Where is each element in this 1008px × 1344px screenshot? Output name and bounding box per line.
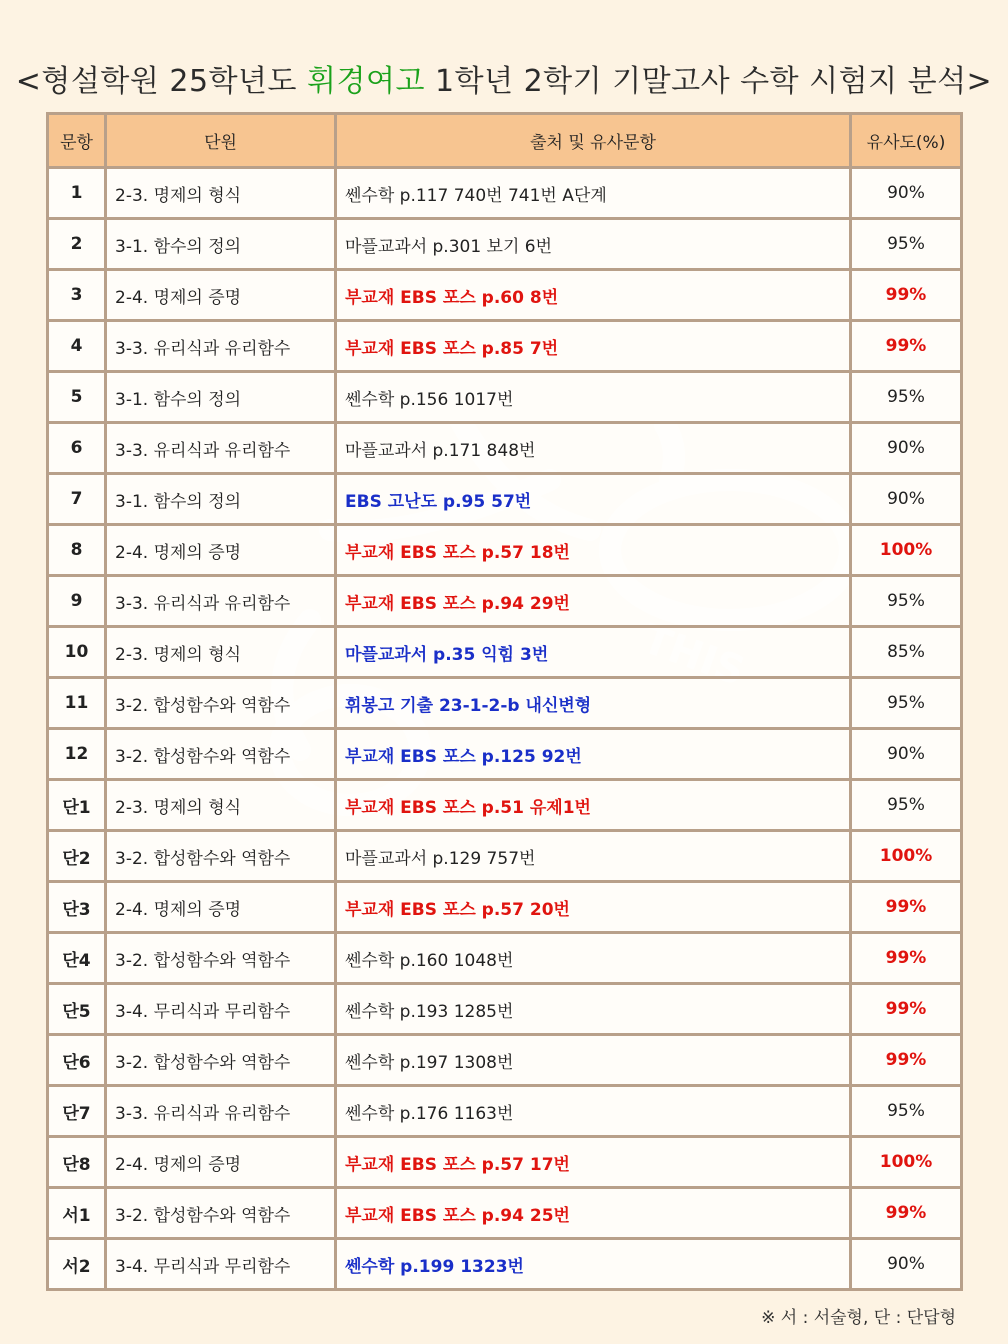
cell-similarity [851, 780, 962, 831]
cell-question-no-text: 12 [64, 744, 89, 764]
cell-question-no [48, 882, 106, 933]
table-row [48, 372, 962, 423]
cell-question-no-text: 단1 [62, 797, 91, 818]
table-row [48, 678, 962, 729]
cell-similarity-text: 99% [885, 948, 927, 968]
cell-question-no [48, 780, 106, 831]
cell-similarity [851, 525, 962, 576]
cell-similarity [851, 1239, 962, 1290]
cell-source-text: 마플교과서 p.171 848번 [345, 440, 536, 461]
cell-question-no [48, 627, 106, 678]
cell-source [336, 882, 851, 933]
cell-unit-text: 2-4. 명제의 증명 [115, 542, 242, 563]
cell-question-no-text: 서1 [62, 1205, 91, 1226]
cell-unit [106, 729, 336, 780]
page-title [0, 56, 1008, 100]
cell-unit [106, 474, 336, 525]
cell-unit [106, 372, 336, 423]
table-row [48, 576, 962, 627]
cell-source-text: 부교재 EBS 포스 p.57 18번 [345, 542, 570, 563]
cell-similarity-text: 90% [887, 438, 925, 458]
cell-similarity-text: 90% [887, 1254, 925, 1274]
table-row [48, 780, 962, 831]
cell-source [336, 372, 851, 423]
cell-question-no-text: 단2 [62, 848, 91, 869]
cell-source-text: EBS 고난도 p.95 57번 [345, 491, 532, 512]
cell-unit-text: 3-3. 유리식과 유리함수 [115, 338, 291, 359]
cell-unit-text: 2-3. 명제의 형식 [115, 185, 242, 206]
cell-similarity [851, 270, 962, 321]
cell-question-no [48, 1239, 106, 1290]
table-row [48, 525, 962, 576]
cell-source [336, 831, 851, 882]
cell-similarity [851, 1086, 962, 1137]
cell-question-no-text: 10 [64, 642, 89, 662]
cell-unit-text: 3-4. 무리식과 무리함수 [115, 1001, 291, 1022]
cell-question-no-text: 5 [70, 387, 83, 407]
table-row [48, 882, 962, 933]
cell-unit-text: 3-4. 무리식과 무리함수 [115, 1256, 291, 1277]
cell-unit [106, 1086, 336, 1137]
cell-question-no [48, 678, 106, 729]
cell-question-no [48, 474, 106, 525]
cell-question-no-text: 단8 [62, 1154, 91, 1175]
cell-question-no [48, 1137, 106, 1188]
cell-unit-text: 2-3. 명제의 형식 [115, 797, 242, 818]
cell-source [336, 576, 851, 627]
cell-source-text: 쎈수학 p.193 1285번 [345, 1001, 514, 1022]
footnote: ※ 서 : 서술형, 단 : 단답형 [761, 1308, 956, 1328]
cell-similarity-text: 95% [887, 795, 925, 815]
cell-unit [106, 270, 336, 321]
cell-question-no [48, 372, 106, 423]
title-school: 휘경여고 [307, 64, 425, 99]
analysis-table [46, 112, 963, 1291]
cell-unit [106, 1137, 336, 1188]
cell-source-text: 쎈수학 p.176 1163번 [345, 1103, 514, 1124]
table-row [48, 219, 962, 270]
cell-similarity-text: 99% [885, 336, 927, 356]
table-row [48, 933, 962, 984]
cell-question-no-text: 3 [70, 285, 83, 305]
cell-question-no [48, 576, 106, 627]
cell-question-no-text: 8 [70, 540, 83, 560]
table-header-row [48, 114, 962, 168]
cell-unit-text: 3-3. 유리식과 유리함수 [115, 1103, 291, 1124]
cell-similarity-text: 100% [879, 1152, 933, 1172]
cell-question-no [48, 831, 106, 882]
cell-similarity-text: 99% [885, 1050, 927, 1070]
cell-similarity [851, 1137, 962, 1188]
cell-question-no-text: 단3 [62, 899, 91, 920]
cell-unit [106, 423, 336, 474]
cell-unit [106, 933, 336, 984]
table-row [48, 1086, 962, 1137]
table-row [48, 474, 962, 525]
cell-question-no-text: 단4 [62, 950, 91, 971]
cell-question-no [48, 423, 106, 474]
cell-similarity-text: 95% [887, 387, 925, 407]
table-row [48, 831, 962, 882]
cell-question-no [48, 321, 106, 372]
cell-unit-text: 3-1. 함수의 정의 [115, 236, 242, 257]
cell-source [336, 321, 851, 372]
cell-question-no [48, 219, 106, 270]
cell-similarity [851, 1188, 962, 1239]
cell-unit-text: 3-2. 합성함수와 역함수 [115, 1052, 291, 1073]
cell-similarity [851, 627, 962, 678]
cell-question-no [48, 729, 106, 780]
cell-similarity-text: 90% [887, 183, 925, 203]
cell-source-text: 부교재 EBS 포스 p.85 7번 [345, 338, 559, 359]
table-row [48, 423, 962, 474]
cell-source-text: 부교재 EBS 포스 p.125 92번 [345, 746, 582, 767]
cell-unit [106, 1188, 336, 1239]
table-row [48, 168, 962, 219]
cell-similarity-text: 90% [887, 744, 925, 764]
cell-unit-text: 2-3. 명제의 형식 [115, 644, 242, 665]
cell-question-no-text: 단5 [62, 1001, 91, 1022]
cell-similarity-text: 100% [879, 846, 933, 866]
title-suffix: 1학년 2학기 기말고사 수학 시험지 분석> [424, 64, 993, 99]
table-row [48, 1188, 962, 1239]
cell-unit [106, 831, 336, 882]
cell-unit-text: 3-2. 합성함수와 역함수 [115, 695, 291, 716]
cell-similarity-text: 90% [887, 489, 925, 509]
cell-question-no-text: 단7 [62, 1103, 91, 1124]
cell-question-no [48, 1086, 106, 1137]
cell-similarity-text: 95% [887, 234, 925, 254]
header-source: 출처 및 유사문항 [336, 114, 851, 168]
cell-unit [106, 627, 336, 678]
cell-unit-text: 3-1. 함수의 정의 [115, 491, 242, 512]
cell-source-text: 마플교과서 p.129 757번 [345, 848, 536, 869]
cell-source-text: 부교재 EBS 포스 p.57 20번 [345, 899, 570, 920]
cell-question-no [48, 933, 106, 984]
table-row [48, 1035, 962, 1086]
cell-similarity [851, 321, 962, 372]
cell-unit [106, 576, 336, 627]
cell-unit [106, 219, 336, 270]
cell-unit [106, 882, 336, 933]
cell-question-no [48, 168, 106, 219]
cell-similarity [851, 882, 962, 933]
cell-similarity [851, 678, 962, 729]
cell-unit [106, 984, 336, 1035]
cell-source-text: 쎈수학 p.199 1323번 [345, 1256, 524, 1277]
cell-unit [106, 525, 336, 576]
cell-question-no [48, 270, 106, 321]
cell-unit [106, 1239, 336, 1290]
cell-source-text: 부교재 EBS 포스 p.94 29번 [345, 593, 570, 614]
cell-source [336, 1035, 851, 1086]
cell-question-no [48, 984, 106, 1035]
cell-similarity [851, 219, 962, 270]
table-row [48, 321, 962, 372]
cell-question-no [48, 1188, 106, 1239]
cell-unit-text: 3-3. 유리식과 유리함수 [115, 440, 291, 461]
cell-source [336, 168, 851, 219]
cell-similarity-text: 95% [887, 1101, 925, 1121]
cell-similarity [851, 933, 962, 984]
cell-source-text: 쎈수학 p.156 1017번 [345, 389, 514, 410]
cell-similarity [851, 831, 962, 882]
cell-question-no-text: 11 [64, 693, 89, 713]
cell-source-text: 부교재 EBS 포스 p.51 유제1번 [345, 797, 591, 818]
cell-similarity [851, 372, 962, 423]
cell-source [336, 729, 851, 780]
cell-similarity [851, 729, 962, 780]
cell-source [336, 627, 851, 678]
cell-unit [106, 780, 336, 831]
cell-source [336, 984, 851, 1035]
cell-source-text: 부교재 EBS 포스 p.60 8번 [345, 287, 559, 308]
cell-similarity [851, 576, 962, 627]
cell-unit-text: 2-4. 명제의 증명 [115, 287, 242, 308]
cell-question-no-text: 1 [70, 183, 83, 203]
cell-similarity-text: 95% [887, 693, 925, 713]
cell-unit-text: 3-3. 유리식과 유리함수 [115, 593, 291, 614]
cell-question-no [48, 1035, 106, 1086]
cell-similarity-text: 95% [887, 591, 925, 611]
cell-source [336, 780, 851, 831]
cell-question-no-text: 4 [70, 336, 83, 356]
header-question-no: 문항 [48, 114, 106, 168]
table-row [48, 627, 962, 678]
cell-unit-text: 3-2. 합성함수와 역함수 [115, 950, 291, 971]
cell-similarity [851, 474, 962, 525]
cell-similarity-text: 85% [887, 642, 925, 662]
cell-question-no-text: 9 [70, 591, 83, 611]
cell-unit [106, 168, 336, 219]
cell-question-no-text: 서2 [62, 1256, 91, 1277]
cell-source [336, 1239, 851, 1290]
cell-unit-text: 3-2. 합성함수와 역함수 [115, 746, 291, 767]
table-row [48, 1137, 962, 1188]
cell-source [336, 1137, 851, 1188]
cell-unit-text: 2-4. 명제의 증명 [115, 1154, 242, 1175]
table-row [48, 270, 962, 321]
cell-source [336, 219, 851, 270]
cell-question-no-text: 2 [70, 234, 83, 254]
table-row [48, 984, 962, 1035]
cell-source [336, 474, 851, 525]
cell-unit [106, 1035, 336, 1086]
table-row [48, 1239, 962, 1290]
cell-unit [106, 678, 336, 729]
cell-similarity [851, 168, 962, 219]
cell-source-text: 부교재 EBS 포스 p.57 17번 [345, 1154, 570, 1175]
cell-source-text: 마플교과서 p.35 익힘 3번 [345, 644, 549, 665]
cell-source [336, 423, 851, 474]
table-row [48, 729, 962, 780]
cell-source-text: 마플교과서 p.301 보기 6번 [345, 236, 553, 257]
cell-unit-text: 2-4. 명제의 증명 [115, 899, 242, 920]
cell-question-no [48, 525, 106, 576]
cell-question-no-text: 7 [70, 489, 83, 509]
cell-similarity-text: 99% [885, 285, 927, 305]
cell-similarity [851, 1035, 962, 1086]
cell-source-text: 휘봉고 기출 23-1-2-b 내신변형 [345, 695, 592, 716]
title-prefix: <형설학원 25학년도 [15, 64, 308, 99]
cell-source-text: 쎈수학 p.160 1048번 [345, 950, 514, 971]
cell-similarity-text: 100% [879, 540, 933, 560]
cell-similarity [851, 423, 962, 474]
cell-unit [106, 321, 336, 372]
cell-question-no-text: 단6 [62, 1052, 91, 1073]
header-similarity: 유사도(%) [851, 114, 962, 168]
cell-source-text: 쎈수학 p.117 740번 741번 A단계 [345, 185, 607, 206]
cell-unit-text: 3-2. 합성함수와 역함수 [115, 848, 291, 869]
cell-source-text: 부교재 EBS 포스 p.94 25번 [345, 1205, 570, 1226]
cell-similarity-text: 99% [885, 1203, 927, 1223]
cell-source [336, 525, 851, 576]
cell-source [336, 1086, 851, 1137]
cell-unit-text: 3-2. 합성함수와 역함수 [115, 1205, 291, 1226]
cell-similarity-text: 99% [885, 999, 927, 1019]
cell-source [336, 933, 851, 984]
cell-source-text: 쎈수학 p.197 1308번 [345, 1052, 514, 1073]
cell-source [336, 1188, 851, 1239]
cell-source [336, 270, 851, 321]
cell-question-no-text: 6 [70, 438, 83, 458]
cell-similarity-text: 99% [885, 897, 927, 917]
header-unit: 단원 [106, 114, 336, 168]
cell-source [336, 678, 851, 729]
cell-similarity [851, 984, 962, 1035]
cell-unit-text: 3-1. 함수의 정의 [115, 389, 242, 410]
